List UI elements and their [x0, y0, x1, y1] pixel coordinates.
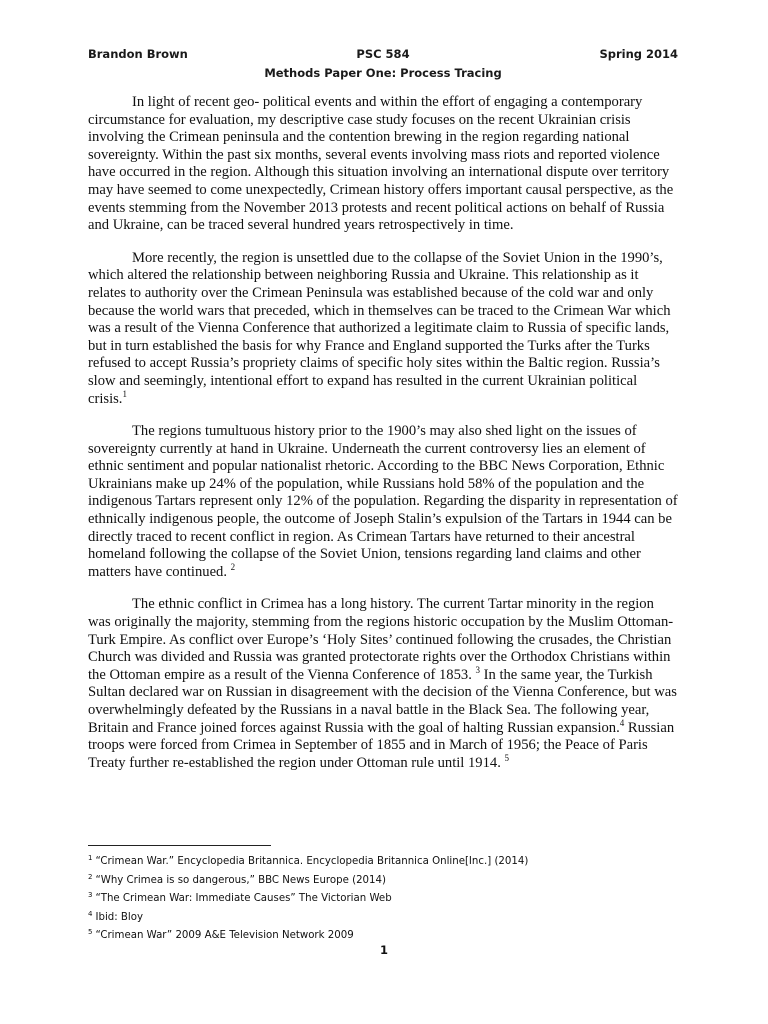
footnotes: [88, 851, 688, 944]
footnote-text: “Why Crimea is so dangerous,” BBC News Europe (2014): [95, 874, 386, 886]
footnote-number: 2: [88, 872, 93, 881]
paragraph-text: Russian troops were forced from Crimea in September of 1855 and in March of 1956; the Peace of Paris Treaty further re-established the region under Ottoman rule until 1914.: [88, 719, 675, 771]
footnote-number: 1: [88, 854, 93, 862]
footnote-divider: [88, 845, 271, 846]
page-number: 1: [379, 943, 388, 957]
paragraph: [88, 423, 678, 581]
footnote-ref[interactable]: 3: [475, 664, 480, 675]
paper-title: Methods Paper One: Process Tracing: [264, 66, 502, 80]
term: Spring 2014: [599, 47, 678, 61]
paragraph: [88, 596, 678, 772]
paragraph: [88, 250, 678, 408]
author-name: Brandon Brown: [88, 47, 188, 61]
footnote-ref[interactable]: 1: [122, 388, 127, 399]
paragraph-text: In light of recent geo- political events and within the effort of engaging a contemporary circumstance for evaluation, my descriptive case study focuses on the recent Ukrainian crisis involving the Crimean peninsula and the contention brewing in the region regarding national sovereignty. Within the past six months, several events involving mass riots and reported violence have occurred in the region. Although this situation involving an international dispute over territory may have seemed to come unexpectedly, Crimean history offers important causal perspective, as the events stemming from the November 2013 protests and recent political actions on behalf of Russia and Ukraine, can be traced several hundred years retrospectively in time.: [88, 94, 674, 234]
paragraph-text: The ethnic conflict in Crimea has a long history. The current Tartar minority in the region was originally the majority, stemming from the regions historic occupation by the Muslim Ottoman-Turk Empire. As conflict over Europe’s ‘Holy Sites’ continued following the crusades, the Christian Church was divided and Russia was granted protectorate rights over the Orthodox Christians within the Ottoman empire as a result of the Vienna Conference of 1853.: [88, 596, 674, 683]
footnote-ref[interactable]: 2: [230, 561, 236, 572]
paragraph-text: More recently, the region is unsettled due to the collapse of the Soviet Union in the 1990’s, which altered the relationship between neighboring Russia and Ukraine. This relationship as it relates to authority over the Crimean Peninsula was established because of the cold war and only because the world wars that preceded, which in themselves can be traced to the Crimean War which was a result of the Vienna Conference that authorized a legitimate claim to Russia of specific lands, but in turn established the basis for why France and England supported the Turks after the Turks refused to accept Russia’s propriety claims of specific holy sites within the Baltic region. Russia’s slow and seemingly, intentional effort to expand has resulted in the current Ukrainian political crisis.: [88, 249, 671, 407]
paragraph: [88, 94, 678, 235]
footnote: [88, 870, 688, 889]
footnote: [88, 925, 688, 944]
course-code: PSC 584: [356, 47, 410, 61]
footnote-text: “Crimean War.” Encyclopedia Britannica. Encyclopedia Britannica Online[Inc.] (2014): [95, 856, 529, 867]
footnote-ref[interactable]: 4: [619, 717, 625, 728]
footnote-text: “The Crimean War: Immediate Causes” The Victorian Web: [95, 893, 392, 905]
body-text: [88, 94, 678, 787]
footnote-text: Ibid: Bloy: [95, 911, 143, 923]
footnote-number: 3: [88, 891, 93, 900]
footnote: [88, 907, 688, 926]
footnote: [88, 851, 688, 870]
footnote-text: “Crimean War” 2009 A&E Television Network 2009: [95, 930, 354, 942]
paragraph-text: In the same year, the Turkish Sultan declared war on Russian in disagreement with the decision of the Vienna Conference, but was overwhelmingly defeated by the Russians in a naval battle in the Black Sea. The following year, Britain and France joined forces against Russia with the goal of halting Russian expansion.: [88, 666, 677, 736]
footnote: [88, 888, 688, 907]
footnote-ref[interactable]: 5: [504, 752, 509, 763]
footnote-number: 4: [88, 909, 93, 918]
paragraph-text: The regions tumultuous history prior to the 1900’s may also shed light on the issues of sovereignty currently at hand in Ukraine. Underneath the current controversy lies an element of ethnic sentiment and popular nationalist rhetoric. According to the BBC News Corporation, Ethnic Ukrainians make up 24% of the population, while Russians hold 58% of the population and the indigenous Tartars represent only 12% of the population. Regarding the disparity in representation of ethnically indigenous people, the outcome of Joseph Stalin’s expulsion of the Tartars in 1944 can be directly traced to recent conflict in region. As Crimean Tartars have returned to their ancestral homeland following the collapse of the Soviet Union, tensions regarding land claims and other matters have continued.: [88, 423, 678, 580]
footnote-number: 5: [88, 928, 93, 937]
